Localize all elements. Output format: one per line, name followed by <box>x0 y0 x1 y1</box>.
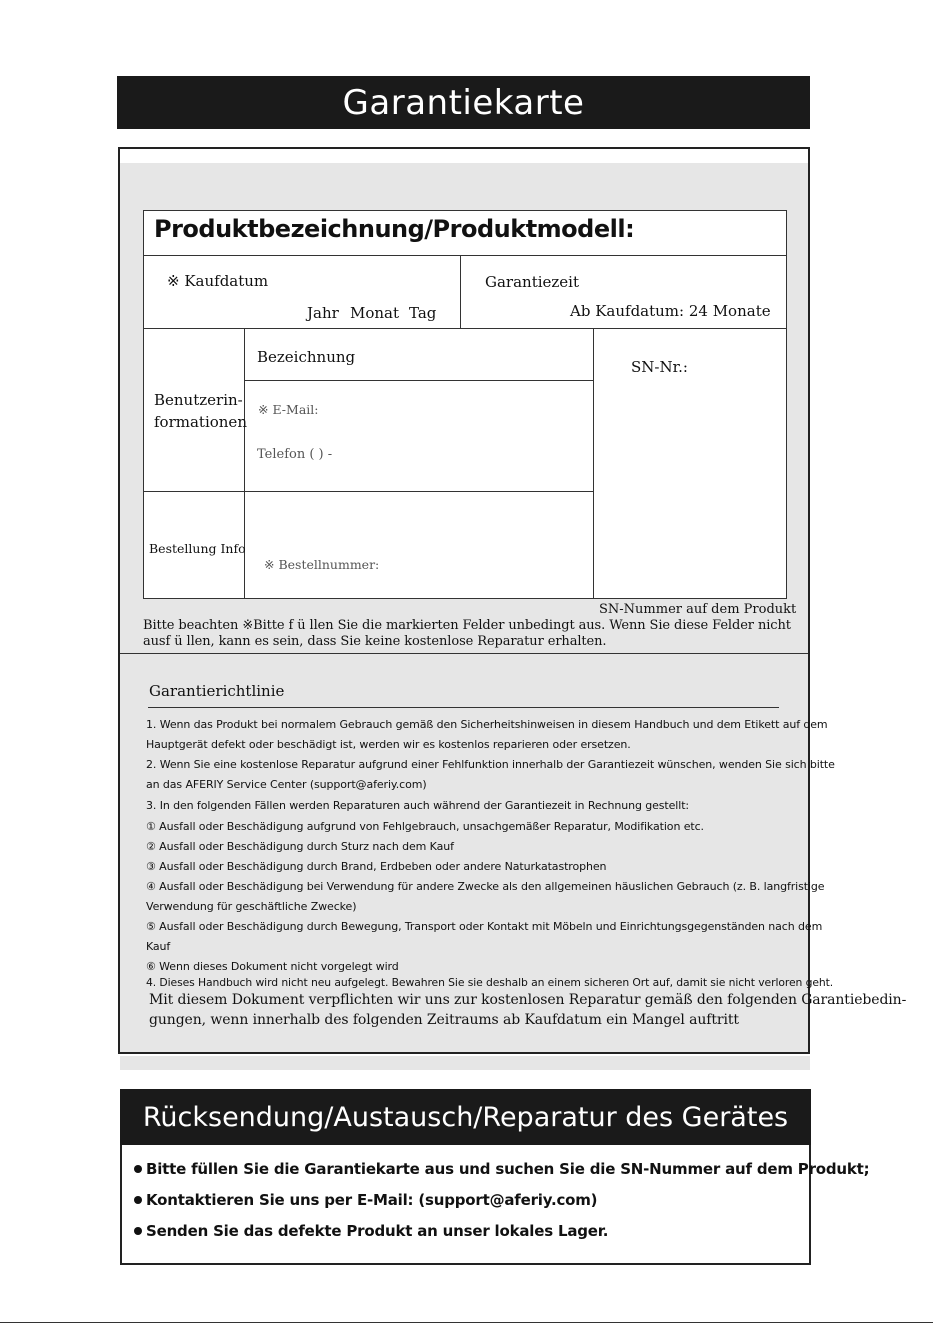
date-day-field[interactable]: Tag <box>409 304 437 322</box>
name-field-label[interactable]: Bezeichnung <box>257 348 356 366</box>
order-info-label: Bestellung Info <box>149 541 246 556</box>
guideline-item: 3. In den folgenden Fällen werden Reparaturen auch während der Garantiezeit in Rechnung gestellt: <box>146 799 690 812</box>
return-step-text: Kontaktieren Sie uns per E-Mail: (support@aferiy.com) <box>146 1191 598 1209</box>
guideline-item: Verwendung für geschäftliche Zwecke) <box>146 900 357 913</box>
date-month-field[interactable]: Monat <box>350 304 400 322</box>
return-section-heading: Rücksendung/Austausch/Reparatur des Gerätes <box>120 1089 811 1145</box>
guideline-item: ① Ausfall oder Beschädigung aufgrund von Fehlgebrauch, unsachgemäßer Reparatur, Modifikation etc. <box>146 820 704 833</box>
sn-number-caption: SN-Nummer auf dem Produkt <box>599 602 797 617</box>
guidelines-heading: Garantierichtlinie <box>149 682 285 700</box>
guidelines-closing: gungen, wenn innerhalb des folgenden Zeitraums ab Kaufdatum ein Mangel auftritt <box>149 1012 739 1028</box>
page-bottom-rule <box>0 1322 933 1323</box>
return-step <box>134 1191 597 1209</box>
guideline-item: 1. Wenn das Produkt bei normalem Gebrauch gemäß den Sicherheitshinweisen in diesem Handbuch und dem Etikett auf dem <box>146 718 828 731</box>
form-divider <box>144 255 786 256</box>
date-year-field[interactable]: Jahr <box>307 304 339 322</box>
guideline-item: an das AFERIY Service Center (support@aferiy.com) <box>146 778 427 791</box>
guideline-item: ② Ausfall oder Beschädigung durch Sturz nach dem Kauf <box>146 840 454 853</box>
phone-field-label[interactable]: Telefon ( ) - <box>257 447 333 462</box>
user-info-label: formationen <box>154 413 247 431</box>
sn-number-field-label[interactable]: SN-Nr.: <box>631 358 688 376</box>
return-step <box>134 1160 869 1178</box>
guideline-item: 2. Wenn Sie eine kostenlose Reparatur aufgrund einer Fehlfunktion innerhalb der Garantiezeit wünschen, wenden Sie sich bitte <box>146 758 835 771</box>
form-divider <box>460 255 461 328</box>
guideline-item: ④ Ausfall oder Beschädigung bei Verwendung für andere Zwecke als den allgemeinen häuslichen Gebrauch (z. B. langfristige <box>146 880 825 893</box>
guidelines-closing: Mit diesem Dokument verpflichten wir uns zur kostenlosen Reparatur gemäß den folgenden Garantiebedin- <box>149 992 907 1008</box>
guideline-item: 4. Dieses Handbuch wird nicht neu aufgelegt. Bewahren Sie sie deshalb an einem sicheren Ort auf, damit sie nicht verloren geht. <box>146 976 834 989</box>
fill-in-note: Bitte beachten ※Bitte f ü llen Sie die markierten Felder unbedingt aus. Wenn Sie diese Felder nicht <box>143 618 791 633</box>
guideline-item: ⑥ Wenn dieses Dokument nicht vorgelegt wird <box>146 960 399 973</box>
section-divider <box>120 653 808 654</box>
email-field-label[interactable]: ※ E-Mail: <box>258 402 319 417</box>
page-title: Garantiekarte <box>117 76 810 129</box>
form-divider <box>144 491 593 492</box>
guidelines-heading-underline <box>148 707 779 708</box>
form-divider <box>244 380 593 381</box>
guideline-item: ③ Ausfall oder Beschädigung durch Brand, Erdbeben oder andere Naturkatastrophen <box>146 860 607 873</box>
fill-in-note: ausf ü llen, kann es sein, dass Sie keine kostenlose Reparatur erhalten. <box>143 634 607 649</box>
warranty-period-label: Garantiezeit <box>485 273 580 291</box>
warranty-period-value: Ab Kaufdatum: 24 Monate <box>570 302 771 320</box>
form-divider <box>244 328 245 598</box>
order-number-field-label[interactable]: ※ Bestellnummer: <box>264 557 380 572</box>
bullet-icon <box>134 1227 142 1235</box>
user-info-label: Benutzerin- <box>154 391 243 409</box>
card-bottom-strip <box>120 1056 810 1070</box>
guideline-item: Hauptgerät defekt oder beschädigt ist, werden wir es kostenlos reparieren oder ersetzen. <box>146 738 631 751</box>
return-step-text: Senden Sie das defekte Produkt an unser lokales Lager. <box>146 1222 609 1240</box>
return-step <box>134 1222 608 1240</box>
return-step-text: Bitte füllen Sie die Garantiekarte aus und suchen Sie die SN-Nummer auf dem Produkt; <box>146 1160 870 1178</box>
guideline-item: Kauf <box>146 940 171 953</box>
bullet-icon <box>134 1165 142 1173</box>
bullet-icon <box>134 1196 142 1204</box>
purchase-date-label: ※ Kaufdatum <box>167 272 269 290</box>
form-divider <box>144 328 786 329</box>
guideline-item: ⑤ Ausfall oder Beschädigung durch Bewegung, Transport oder Kontakt mit Möbeln und Einrichtungsgegenständen nach dem <box>146 920 823 933</box>
product-model-label: Produktbezeichnung/Produktmodell: <box>154 215 635 243</box>
form-divider <box>593 328 594 598</box>
